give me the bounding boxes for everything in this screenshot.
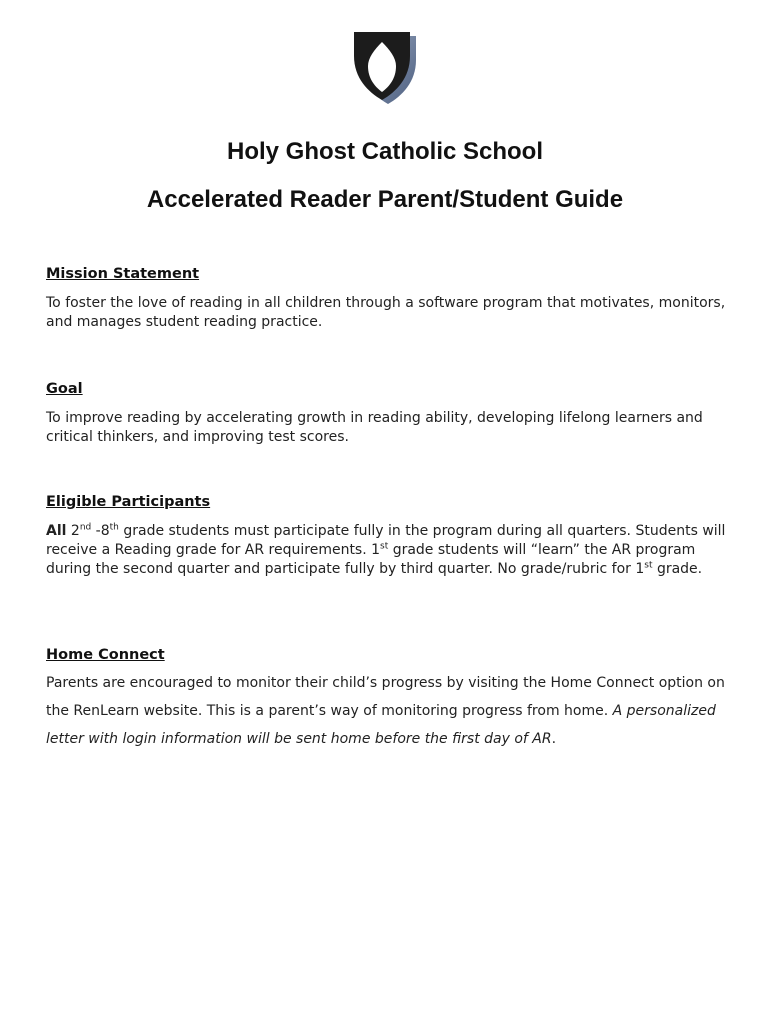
school-name: Holy Ghost Catholic School	[226, 138, 544, 165]
eligible-heading: Eligible Participants	[46, 494, 211, 510]
goal-heading: Goal	[46, 381, 83, 397]
mission-heading: Mission Statement	[46, 266, 200, 282]
eligible-section	[46, 494, 736, 579]
mission-section	[46, 266, 736, 332]
home-connect-text: Parents are encouraged to monitor their child’s progress by visiting the Home Connect option on the RenLearn website. This is a parent’s way of monitoring progress from home. A personalized letter with login information will be sent home before the first day of AR.	[46, 675, 725, 747]
guide-title: Accelerated Reader Parent/Student Guide	[146, 186, 624, 213]
eligible-all: All	[46, 523, 67, 539]
goal-section	[46, 381, 736, 447]
home-connect-section	[46, 647, 736, 753]
home-connect-heading: Home Connect	[46, 647, 165, 663]
eligible-text: All 2nd -8th grade students must participate fully in the program during all quarters. Students will receive a Reading grade for AR requirements. 1st grade students will “learn” the AR program during the second quarter and participate fully by third quarter. No grade/rubric for 1st grade.	[46, 522, 726, 577]
mission-text: To foster the love of reading in all children through a software program that motivates, monitors, and manages student reading practice.	[46, 295, 726, 330]
home-connect-italic: A personalized letter with login information will be sent home before the first day of AR	[46, 703, 716, 747]
shield-crest-icon	[350, 30, 422, 106]
goal-text: To improve reading by accelerating growth in reading ability, developing lifelong learners and critical thinkers, and improving test scores.	[46, 410, 703, 445]
